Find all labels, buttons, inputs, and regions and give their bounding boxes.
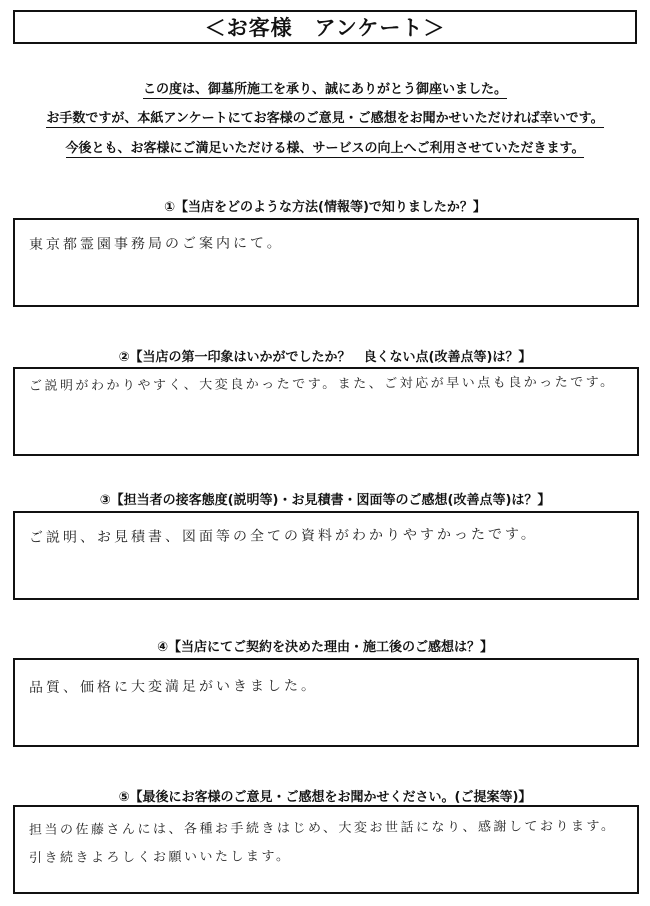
- answer-1-box: [13, 218, 639, 307]
- answer-5-line-1: 担当の佐藤さんには、各種お手続きはじめ、大変お世話になり、感謝しております。: [28, 818, 617, 838]
- question-4-label: ④【当店にてご契約を決めた理由・施工後のご感想は？】: [156, 640, 493, 655]
- question-3-label: ③【担当者の接客態度(説明等)・お見積書・図面等のご感想(改善点等)は？】: [99, 493, 551, 508]
- question-5-label: ⑤【最後にお客様のご意見・ご感想をお聞かせください。(ご提案等)】: [118, 790, 532, 805]
- survey-title: ＜お客様 アンケート＞: [13, 10, 637, 44]
- answer-1-line-1: 東京都霊園事務局のご案内にて。: [28, 235, 284, 253]
- intro-line-2: お手数ですが、本紙アンケートにてお客様のご意見・ご感想をお聞かせいただければ幸いです。: [46, 111, 604, 126]
- answer-3-box: [13, 511, 639, 600]
- answer-2-line-1: ご説明がわかりやすく、大変良かったです。また、ご対応が早い点も良かったです。: [28, 374, 616, 394]
- question-1-label: ①【当店をどのような方法(情報等)で知りましたか？】: [164, 200, 486, 215]
- answer-2-box: [13, 367, 639, 456]
- answer-4-box: [13, 658, 639, 747]
- answer-4-line-1: 品質、価格に大変満足がいきました。: [28, 677, 319, 696]
- answer-5-line-2: 引き続きよろしくお願いいたします。: [28, 849, 292, 866]
- answer-5-box: [13, 805, 639, 894]
- intro-line-1: この度は、御墓所施工を承り、誠にありがとう御座いました。: [142, 82, 507, 97]
- question-2-label: ②【当店の第一印象はいかがでしたか？ 良くない点(改善点等)は？】: [118, 350, 532, 365]
- intro-line-3: 今後とも、お客様にご満足いただける様、サービスの向上へご利用させていただきます。: [65, 141, 585, 156]
- answer-3-line-1: ご説明、お見積書、図面等の全ての資料がわかりやすかったです。: [28, 526, 538, 546]
